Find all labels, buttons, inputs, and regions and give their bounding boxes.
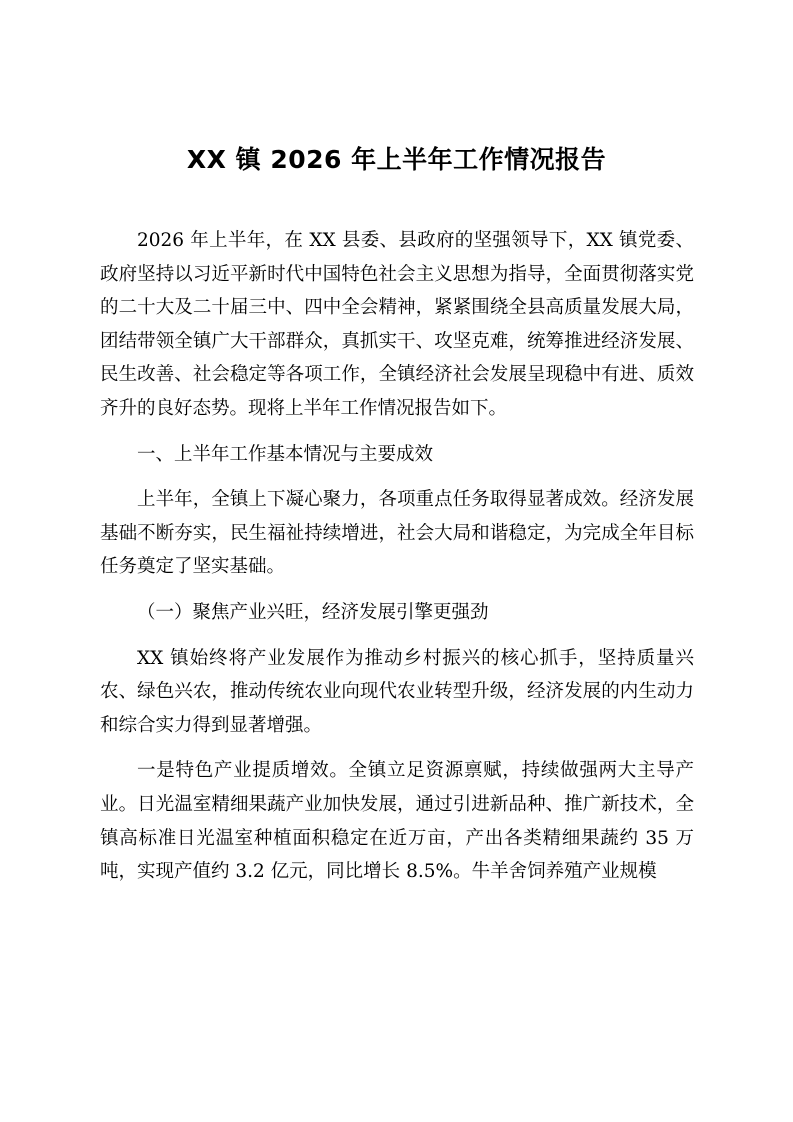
paragraph-subsection-1-summary: XX 镇始终将产业发展作为推动乡村振兴的核心抓手，坚持质量兴农、绿色兴农，推动传统农业向现代农业转型升级，经济发展的内生动力和综合实力得到显著增强。 [100,647,694,736]
paragraph-intro: 2026 年上半年，在 XX 县委、县政府的坚强领导下，XX 镇党委、政府坚持以习近平新时代中国特色社会主义思想为指导，全面贯彻落实党的二十大及二十届三中、四中全会精神，紧紧围绕全县高质量发展大局，团结带领全镇广大干部群众，真抓实干、攻坚克难，统筹推进经济发展、民生改善、社会稳定等各项工作，全镇经济社会发展呈现稳中有进、质效齐升的良好态势。现将上半年工作情况报告如下。 [100,230,694,419]
section-heading-1: 一、上半年工作基本情况与主要成效 [137,443,434,465]
document-body [100,224,694,889]
document-title: XX 镇 2026 年上半年工作情况报告 [186,145,607,174]
paragraph-point-1: 一是特色产业提质增效。全镇立足资源禀赋，持续做强两大主导产业。日光温室精细果蔬产业加快发展，通过引进新品种、推广新技术，全镇高标准日光温室种植面积稳定在近万亩，产出各类精细果蔬约 35 万吨，实现产值约 3.2 亿元，同比增长 8.5%。牛羊舍饲养殖产业规模 [100,760,694,883]
paragraph-section-1-summary: 上半年，全镇上下凝心聚力，各项重点任务取得显著成效。经济发展基础不断夯实，民生福祉持续增进，社会大局和谐稳定，为完成全年目标任务奠定了坚实基础。 [100,489,694,578]
subsection-heading-1: （一）聚焦产业兴旺，经济发展引擎更强劲 [137,601,489,623]
